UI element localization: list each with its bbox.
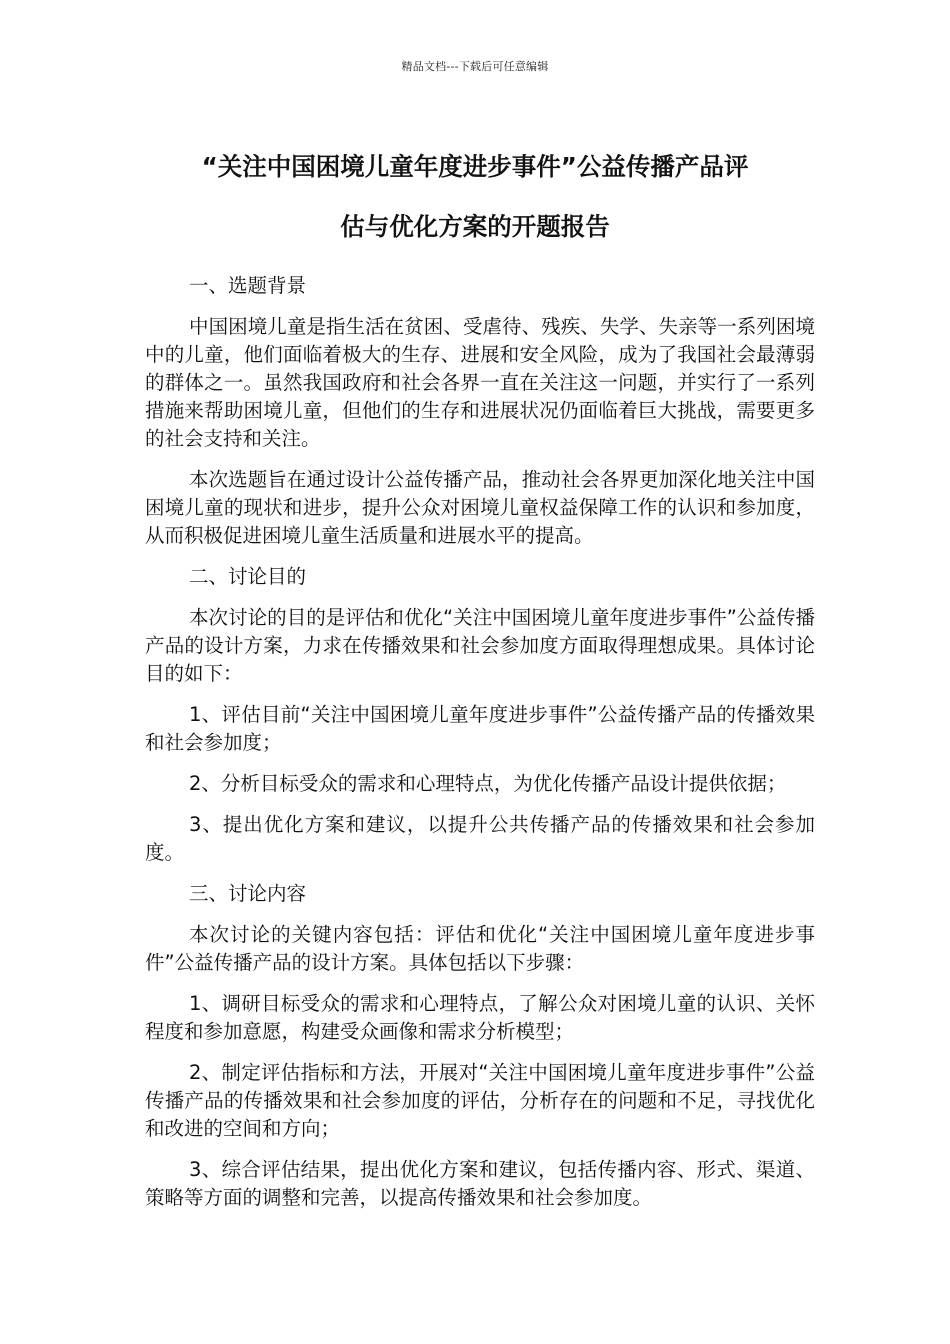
list-item-purpose-2: 2、分析目标受众的需求和心理特点，为优化传播产品设计提供依据； <box>189 772 787 795</box>
title-line-1: “关注中国困境儿童年度进步事件”公益传播产品评 <box>201 152 749 181</box>
header-note: 精品文档---下载后可任意编辑 <box>401 60 549 73</box>
section-heading-background: 一、选题背景 <box>189 274 307 297</box>
paragraph-background-1: 中国困境儿童是指生活在贫困、受虐待、残疾、失学、失亲等一系列困境中的儿童，他们面临着极大的生存、进展和安全风险，成为了我国社会最薄弱的群体之一。虽然我国政府和社会各界一直在关注这一问题，并实行了一系列措施来帮助困境儿童，但他们的生存和进展状况仍面临着巨大挑战，需要更多的社会支持和关注。 <box>145 315 815 450</box>
list-item-content-2: 2、制定评估指标和方法，开展对“关注中国困境儿童年度进步事件”公益传播产品的传播效果和社会参加度的评估，分析存在的问题和不足，寻找优化和改进的空间和方向； <box>145 1061 815 1140</box>
section-heading-content: 三、讨论内容 <box>189 882 307 905</box>
list-item-purpose-3: 3、提出优化方案和建议，以提升公共传播产品的传播效果和社会参加度。 <box>145 813 815 864</box>
paragraph-background-2: 本次选题旨在通过设计公益传播产品，推动社会各界更加深化地关注中国困境儿童的现状和进步，提升公众对困境儿童权益保障工作的认识和参加度，从而积极促进困境儿童生活质量和进展水平的提高。 <box>145 468 815 547</box>
list-item-content-1: 1、调研目标受众的需求和心理特点，了解公众对困境儿童的认识、关怀程度和参加意愿，构建受众画像和需求分析模型； <box>145 992 815 1043</box>
paragraph-purpose-intro: 本次讨论的目的是评估和优化“关注中国困境儿童年度进步事件”公益传播产品的设计方案，力求在传播效果和社会参加度方面取得理想成果。具体讨论目的如下： <box>145 606 815 685</box>
list-item-purpose-1: 1、评估目前“关注中国困境儿童年度进步事件”公益传播产品的传播效果和社会参加度； <box>145 703 815 754</box>
paragraph-content-intro: 本次讨论的关键内容包括：评估和优化“关注中国困境儿童年度进步事件”公益传播产品的设计方案。具体包括以下步骤： <box>145 923 815 974</box>
section-heading-purpose: 二、讨论目的 <box>189 565 307 588</box>
list-item-content-3: 3、综合评估结果，提出优化方案和建议，包括传播内容、形式、渠道、策略等方面的调整和完善，以提高传播效果和社会参加度。 <box>145 1158 815 1209</box>
document-title <box>120 137 830 257</box>
document-body <box>145 272 815 1225</box>
title-line-2: 估与优化方案的开题报告 <box>340 212 610 241</box>
